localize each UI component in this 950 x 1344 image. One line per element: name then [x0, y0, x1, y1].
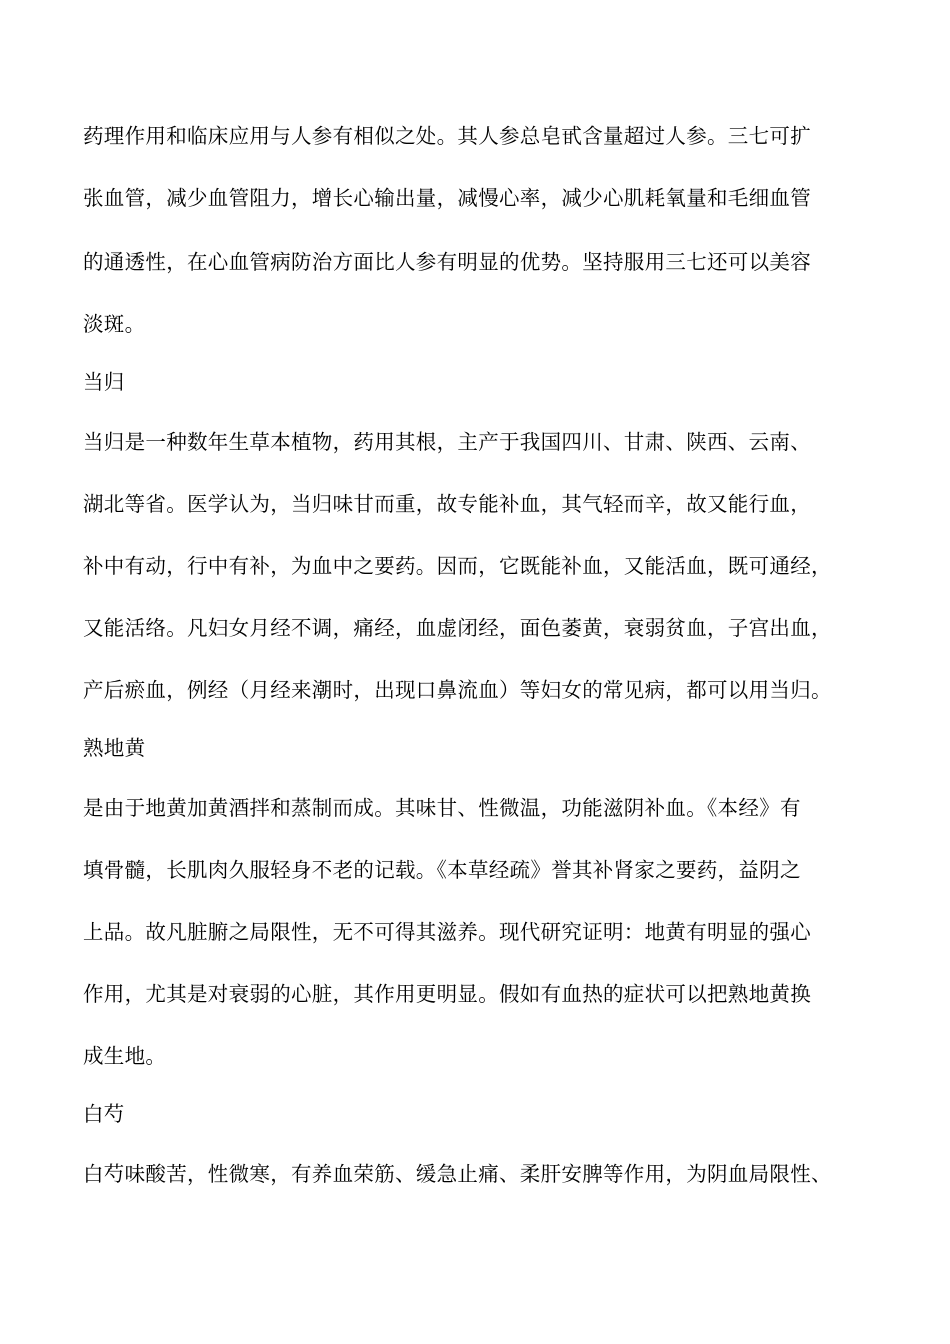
paragraph-line: 作用，尤其是对衰弱的心脏，其作用更明显。假如有血热的症状可以把熟地黄换	[83, 982, 811, 1006]
paragraph-line: 当归是一种数年生草本植物，药用其根，主产于我国四川、甘肃、陕西、云南、	[83, 430, 811, 454]
paragraph-line: 是由于地黄加黄酒拌和蒸制而成。其味甘、性微温，功能滋阴补血。《本经》有	[83, 796, 801, 820]
paragraph-line: 的通透性，在心血管病防治方面比人参有明显的优势。坚持服用三七还可以美容	[83, 250, 811, 274]
paragraph-line: 张血管，减少血管阻力，增长心输出量，减慢心率，减少心肌耗氧量和毛细血管	[83, 186, 811, 210]
paragraph-line: 产后瘀血，例经（月经来潮时，出现口鼻流血）等妇女的常见病，都可以用当归。	[83, 678, 832, 702]
paragraph-line: 又能活络。凡妇女月经不调，痛经，血虚闭经，面色萎黄，衰弱贫血，子宫出血，	[83, 616, 832, 640]
paragraph-line: 淡斑。	[83, 312, 146, 336]
section-heading-baishao: 白芍	[83, 1102, 125, 1126]
paragraph-line: 湖北等省。医学认为，当归味甘而重，故专能补血，其气轻而辛，故又能行血，	[83, 492, 811, 516]
section-heading-danggui: 当归	[83, 370, 125, 394]
paragraph-line: 补中有动，行中有补，为血中之要药。因而，它既能补血，又能活血，既可通经，	[83, 554, 832, 578]
section-heading-shudihuang: 熟地黄	[83, 736, 146, 760]
paragraph-line: 白芍味酸苦，性微寒，有养血荣筋、缓急止痛、柔肝安脾等作用，为阴血局限性、	[83, 1162, 832, 1186]
paragraph-line: 成生地。	[83, 1044, 167, 1068]
paragraph-line: 药理作用和临床应用与人参有相似之处。其人参总皂甙含量超过人参。三七可扩	[83, 124, 811, 148]
paragraph-line: 上品。故凡脏腑之局限性，无不可得其滋养。现代研究证明：地黄有明显的强心	[83, 920, 811, 944]
paragraph-line: 填骨髓，长肌肉久服轻身不老的记载。《本草经疏》誉其补肾家之要药，益阴之	[83, 858, 801, 882]
